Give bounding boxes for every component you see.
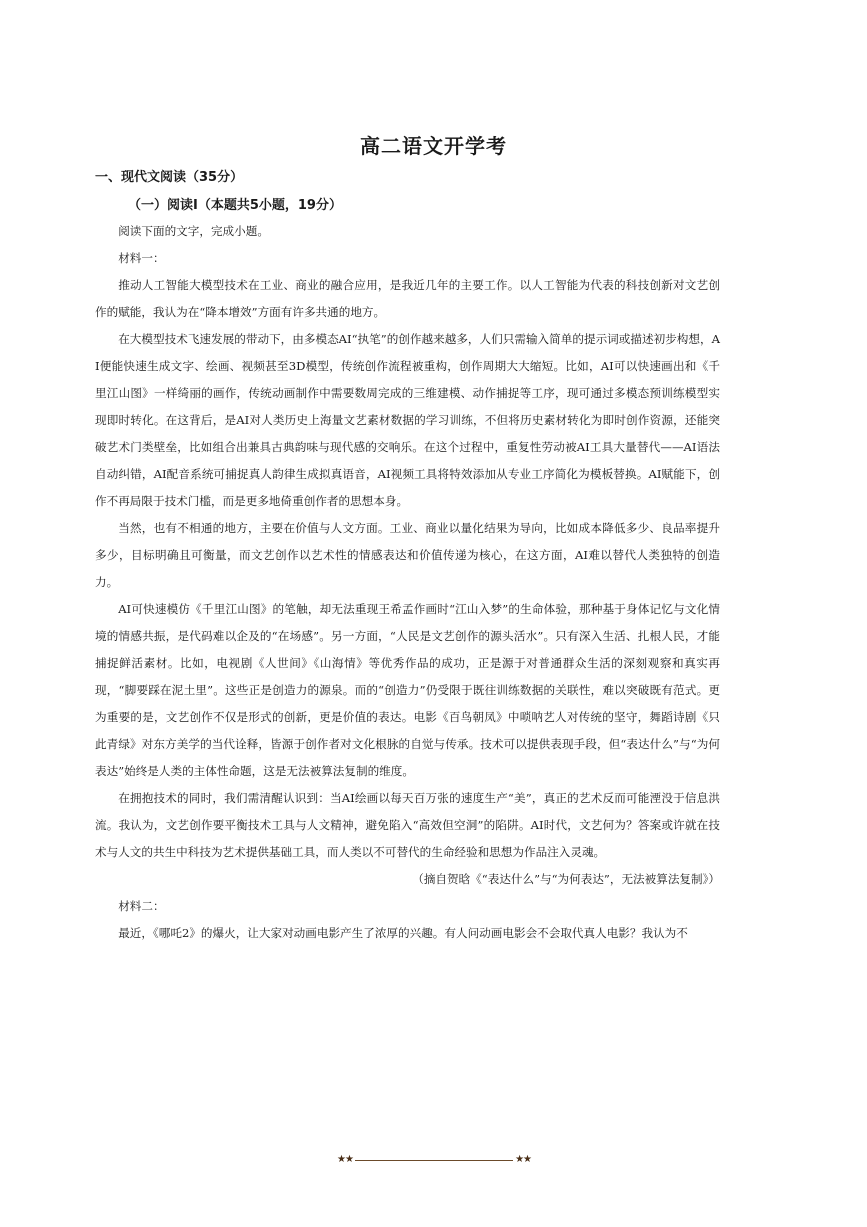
subsection-heading: （一）阅读Ⅰ（本题共5小题，19分） — [128, 198, 342, 213]
instruction-text: 阅读下面的文字，完成小题。 — [118, 224, 269, 238]
material-1-paragraph-2: 在大模型技术飞速发展的带动下，由多模态AI“执笔”的创作越来越多，人们只需输入简单的提示词或描述初步构想，AI便能快速生成文字、绘画、视频甚至3D模型，传统创作流程被重构，创作周期大大缩短。比如，AI可以快速画出和《千里江山图》一样绮丽的画作，传统动画制作中需要数周完成的三维建模、动作捕捉等工序，现可通过多模态预训练模型实现即时转化。在这背后，是AI对人类历史上海量文艺素材数据的学习训练，不但将历史素材转化为即时创作资源，还能突破艺术门类壁垒，比如组合出兼具古典韵味与现代感的交响乐。在这个过程中，重复性劳动被AI工具大量替代——AI语法自动纠错，AI配音系统可捕捉真人韵律生成拟真语音，AI视频工具将特效添加从专业工序简化为模板替换。AI赋能下，创作不再局限于技术门槛，而是更多地倚重创作者的思想本身。 — [95, 332, 720, 508]
section-heading: 一、现代文阅读（35分） — [95, 170, 244, 185]
material-1-paragraph-3: 当然，也有不相通的地方，主要在价值与人文方面。工业、商业以量化结果为导向，比如成本降低多少、良品率提升多少，目标明确且可衡量，而文艺创作以艺术性的情感表达和价值传递为核心，在这方面，AI难以替代人类独特的创造力。 — [95, 521, 720, 589]
footer-divider — [355, 1160, 513, 1161]
document-title: 高二语文开学考 — [360, 134, 507, 158]
material-1-label: 材料一： — [118, 251, 165, 265]
reading-body — [95, 218, 720, 947]
material-1-source: （摘自贺晗《“表达什么”与“为何表达”，无法被算法复制》） — [412, 872, 720, 886]
material-1-paragraph-4: AI可快速模仿《千里江山图》的笔触，却无法重现王希孟作画时“江山入梦”的生命体验，那种基于身体记忆与文化情境的情感共振，是代码难以企及的“在场感”。另一方面，“人民是文艺创作的源头活水”。只有深入生活、扎根人民，才能捕捉鲜活素材。比如，电视剧《人世间》《山海情》等优秀作品的成功，正是源于对普通群众生活的深刻观察和真实再现，“脚要踩在泥土里”。这些正是创造力的源泉。而的“创造力”仍受限于既往训练数据的关联性，难以突破既有范式。更为重要的是，文艺创作不仅是形式的创新，更是价值的表达。电影《百鸟朝凤》中唢呐艺人对传统的坚守，舞蹈诗剧《只此青绿》对东方美学的当代诠释，皆源于创作者对文化根脉的自觉与传承。技术可以提供表现手段，但“表达什么”与“为何表达”始终是人类的主体性命题，这是无法被算法复制的维度。 — [95, 602, 720, 778]
material-2-label: 材料二： — [118, 899, 165, 913]
material-1-paragraph-1: 推动人工智能大模型技术在工业、商业的融合应用，是我近几年的主要工作。以人工智能为代表的科技创新对文艺创作的赋能，我认为在“降本增效”方面有许多共通的地方。 — [95, 278, 720, 319]
page-footer-ornament — [337, 1152, 531, 1168]
footer-left-stars-icon: ★★ — [337, 1154, 353, 1165]
footer-right-stars-icon: ★★ — [515, 1154, 531, 1165]
material-2-paragraph-1: 最近，《哪吒2》的爆火，让大家对动画电影产生了浓厚的兴趣。有人问动画电影会不会取代真人电影？我认为不 — [118, 926, 688, 940]
material-1-paragraph-5: 在拥抱技术的同时，我们需清醒认识到：当AI绘画以每天百万张的速度生产“美”，真正的艺术反而可能湮没于信息洪流。我认为，文艺创作要平衡技术工具与人文精神，避免陷入“高效但空洞”的陷阱。AI时代，文艺何为？答案或许就在技术与人文的共生中科技为艺术提供基础工具，而人类以不可替代的生命经验和思想为作品注入灵魂。 — [95, 791, 720, 859]
